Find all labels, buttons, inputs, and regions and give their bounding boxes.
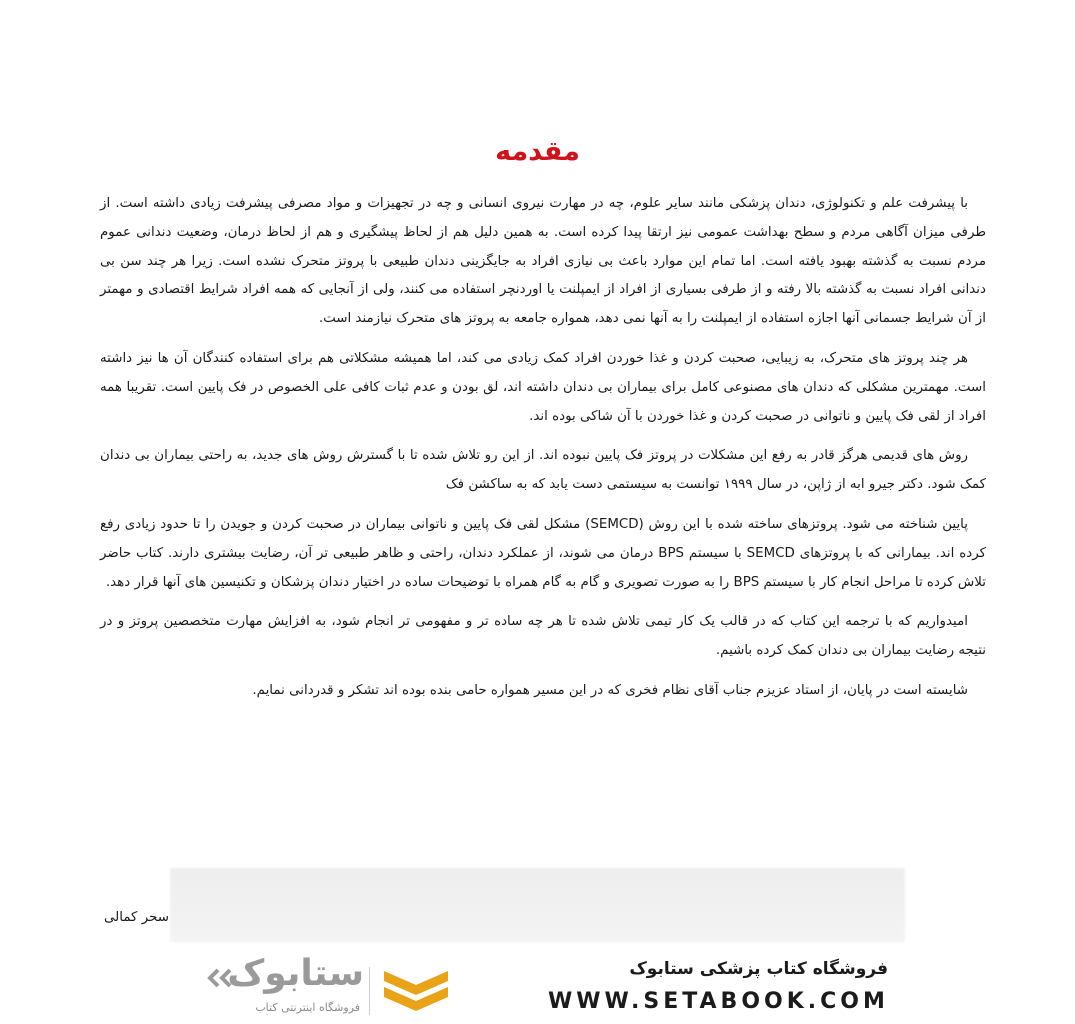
logo-divider: [369, 967, 370, 1015]
preface-body: [100, 190, 986, 717]
website-link[interactable]: WWW.SETABOOK.COM: [548, 989, 889, 1014]
paragraph: با پیشرفت علم و تکنولوژی، دندان پزشکی مانند سایر علوم، چه در مهارت نیروی انسانی و چه در تجهیزات و مواد مصرفی پیشرفت زیادی داشته است. از طرفی میزان آگاهی مردم و سطح بهداشت عمومی نیز ارتقا پیدا کرده است. به همین دلیل هم از لحاظ پیشگیری و هم از لحاظ درمان، وضعیت دندانی عموم مردم نسبت به گذشته بهبود یافته است. اما تمام این موارد باعث بی نیازی افراد به جایگزینی دندان طبیعی با پروتز متحرک نشده است. زیرا هر چند سن بی دندانی افراد نسبت به گذشته بالا رفته و از طرفی بسیاری از افراد از ایمپلنت یا اوردنچر استفاده می کنند، ولی از آنجایی که همه افراد شرایط اقتصادی و مهمتر از آن شرایط جسمانی آنها اجازه استفاده از ایمپلنت را به آنها نمی دهد، همواره جامعه به پروتز های متحرک نیازمند است.: [100, 196, 986, 327]
author-signature: سحر کمالی: [104, 910, 169, 925]
paragraph: هر چند پروتز های متحرک، به زیبایی، صحبت کردن و غذا خوردن افراد کمک زیادی می کند، اما همیشه مشکلاتی هم برای استفاده کنندگان آن ها نیز داشته است. مهمترین مشکلی که دندان های مصنوعی کامل برای بیماران بی دندان داشته اند، لق بودن و عدم ثبات کافی علی الخصوص در فک پایین است. تقریبا همه افراد از لقی فک پایین و ناتوانی در صحبت کردن و غذا خوردن با آن شاکی بوده اند.: [100, 350, 986, 424]
paragraph: روش های قدیمی هرگز قادر به رفع این مشکلات در پروتز فک پایین نبوده اند. از این رو تلاش شده تا با گسترش روش های جدید، به راحتی بیماران بی دندان کمک شود. دکتر جیرو ابه از ژاپن، در سال ۱۹۹۹ توانست به سیستمی دست یابد که به ساکشن فک: [100, 448, 986, 493]
logo-wordmark: ستابوک: [227, 953, 364, 994]
footer-banner: [0, 945, 1075, 1024]
page-title: مقدمه: [495, 136, 580, 167]
shop-name: فروشگاه کتاب پزشکی ستابوک: [629, 959, 888, 979]
blurred-overlay: [170, 868, 905, 942]
paragraph: امیدواریم که با ترجمه این کتاب که در قالب یک کار تیمی تلاش شده تا هر چه ساده تر و مفهومی تر انجام شود، به افزایش مهارت متخصصین پروتز و در نتیجه رضایت بیماران بی دندان کمک کرده باشیم.: [100, 614, 986, 659]
paragraph: پایین شناخته می شود. پروتزهای ساخته شده با این روش (SEMCD) مشکل لقی فک پایین و ناتوانی بیماران در صحبت کردن و جویدن را تا حدود زیادی رفع کرده اند. بیمارانی که با پروتزهای SEMCD با سیستم BPS درمان می شوند، از عملکرد دندان، راحتی و ظاهر طبیعی تر آن، رضایت بیشتری دارند. کتاب حاضر تلاش کرده تا مراحل انجام کار با سیستم BPS را به صورت تصویری و گام به گام همراه با توضیحات ساده در اختیار دندان پزشکان و تکنیسین های آنها قرار دهد.: [100, 516, 986, 590]
logo-subtitle: فروشگاه اینترنتی کتاب: [255, 1001, 360, 1014]
paragraph: شایسته است در پایان، از استاد عزیزم جناب آقای نظام فخری که در این مسیر همواره حامی بنده بوده اند تشکر و قدردانی نمایم.: [252, 682, 968, 698]
chevron-book-icon: [380, 965, 452, 1017]
